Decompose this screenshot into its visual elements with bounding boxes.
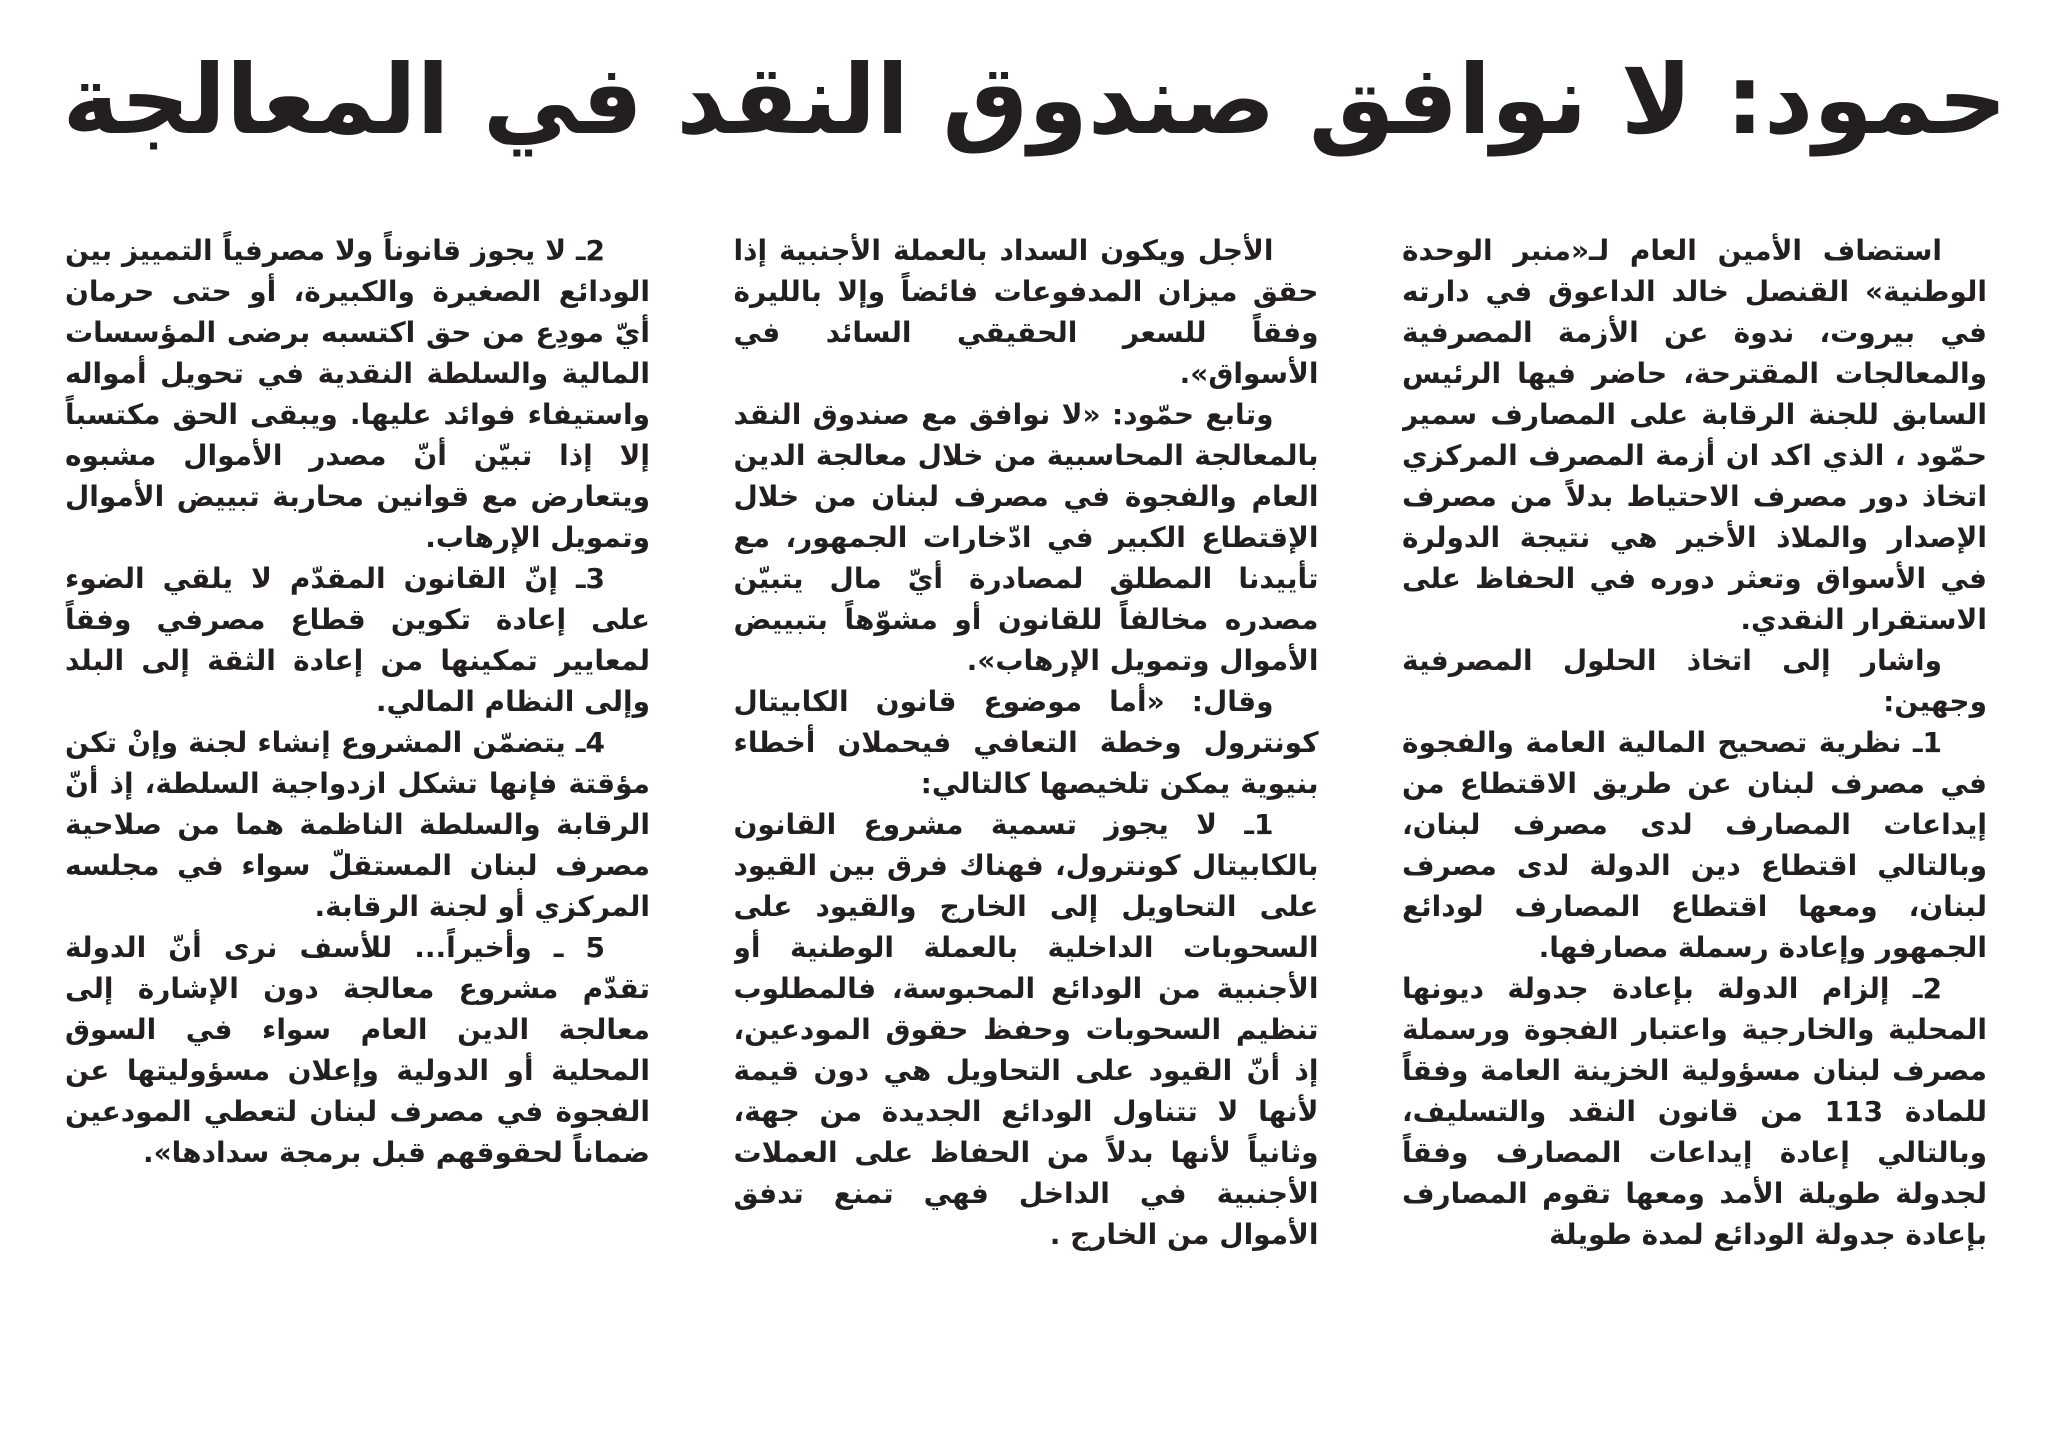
article-headline: حمود: لا نوافق صندوق النقد في المعالجة — [62, 44, 2007, 156]
text-column-1 — [1402, 230, 1987, 1255]
paragraph: وقال: «أما موضوع قانون الكابيتال كونترول وخطة التعافي فيحملان أخطاء بنيوية يمكن تلخيصها كالتالي: — [733, 685, 1319, 800]
paragraph: 2ـ لا يجوز قانوناً ولا مصرفياً التمييز بين الودائع الصغيرة والكبيرة، أو حتى حرمان أيّ مودِع من حق اكتسبه برضى المؤسسات المالية والسلطة النقدية في تحويل أمواله واستيفاء فوائد عليها. ويبقى الحق مكتسباً إلا إذا تبيّن أنّ مصدر الأموال مشبوه ويتعارض مع قوانين محاربة تبييض الأموال وتمويل الإرهاب. — [65, 234, 650, 554]
article-body — [65, 230, 1987, 1435]
paragraph: 1ـ لا يجوز تسمية مشروع القانون بالكابيتال كونترول، فهناك فرق بين القيود على التحاويل إلى الخارج والقيود على السحوبات الداخلية بالعملة الوطنية أو الأجنبية من الودائع المحبوسة، فالمطلوب تنظيم السحوبات وحفظ حقوق المودعين، إذ أنّ القيود على التحاويل هي دون قيمة لأنها لا تتناول الودائع الجديدة من جهة، وثانياً لأنها بدلاً من الحفاظ على العملات الأجنبية في الداخل فهي تمنع تدفق الأموال من الخارج . — [733, 808, 1319, 1251]
paragraph: 2ـ إلزام الدولة بإعادة جدولة ديونها المحلية والخارجية واعتبار الفجوة ورسملة مصرف لبنان مسؤولية الخزينة العامة وفقاً للمادة 113 من قانون النقد والتسليف، وبالتالي إعادة إيداعات المصارف وفقاً لجدولة طويلة الأمد ومعها تقوم المصارف بإعادة جدولة الودائع لمدة طويلة — [1402, 972, 1987, 1251]
paragraph: 4ـ يتضمّن المشروع إنشاء لجنة وإنْ تكن مؤقتة فإنها تشكل ازدواجية السلطة، إذ أنّ الرقابة والسلطة الناظمة هما من صلاحية مصرف لبنان المستقلّ سواء في مجلسه المركزي أو لجنة الرقابة. — [65, 726, 650, 923]
paragraph: استضاف الأمين العام لـ«منبر الوحدة الوطنية» القنصل خالد الداعوق في دارته في بيروت، ندوة عن الأزمة المصرفية والمعالجات المقترحة، حاضر فيها الرئيس السابق للجنة الرقابة على المصارف سمير حمّود ، الذي اكد ان أزمة المصرف المركزي اتخاذ دور مصرف الاحتياط بدلاً من مصرف الإصدار والملاذ الأخير هي نتيجة الدولرة في الأسواق وتعثر دوره في الحفاظ على الاستقرار النقدي. — [1402, 234, 1987, 636]
paragraph: واشار إلى اتخاذ الحلول المصرفية وجهين: — [1402, 644, 1987, 718]
paragraph: الأجل ويكون السداد بالعملة الأجنبية إذا حقق ميزان المدفوعات فائضاً وإلا بالليرة وفقاً للسعر الحقيقي السائد في الأسواق». — [733, 234, 1319, 390]
paragraph: 5 ـ وأخيراً... للأسف نرى أنّ الدولة تقدّم مشروع معالجة دون الإشارة إلى معالجة الدين العام سواء في السوق المحلية أو الدولية وإعلان مسؤوليتها عن الفجوة في مصرف لبنان لتعطي المودعين ضماناً لحقوقهم قبل برمجة سدادها». — [65, 931, 650, 1169]
text-column-3 — [65, 230, 650, 1173]
paragraph: 1ـ نظرية تصحيح المالية العامة والفجوة في مصرف لبنان عن طريق الاقتطاع من إيداعات المصارف لدى مصرف لبنان، وبالتالي اقتطاع دين الدولة لدى مصرف لبنان، ومعها اقتطاع المصارف لودائع الجمهور وإعادة رسملة مصارفها. — [1402, 726, 1987, 964]
text-column-2 — [734, 230, 1319, 1255]
paragraph: وتابع حمّود: «لا نوافق مع صندوق النقد بالمعالجة المحاسبية من خلال معالجة الدين العام والفجوة في مصرف لبنان من خلال الإقتطاع الكبير في ادّخارات الجمهور، مع تأييدنا المطلق لمصادرة أيّ مال يتبيّن مصدره مخالفاً للقانون أو مشوّهاً بتبييض الأموال وتمويل الإرهاب». — [733, 398, 1319, 677]
paragraph: 3ـ إنّ القانون المقدّم لا يلقي الضوء على إعادة تكوين قطاع مصرفي وفقاً لمعايير تمكينها من إعادة الثقة إلى البلد وإلى النظام المالي. — [65, 562, 650, 718]
